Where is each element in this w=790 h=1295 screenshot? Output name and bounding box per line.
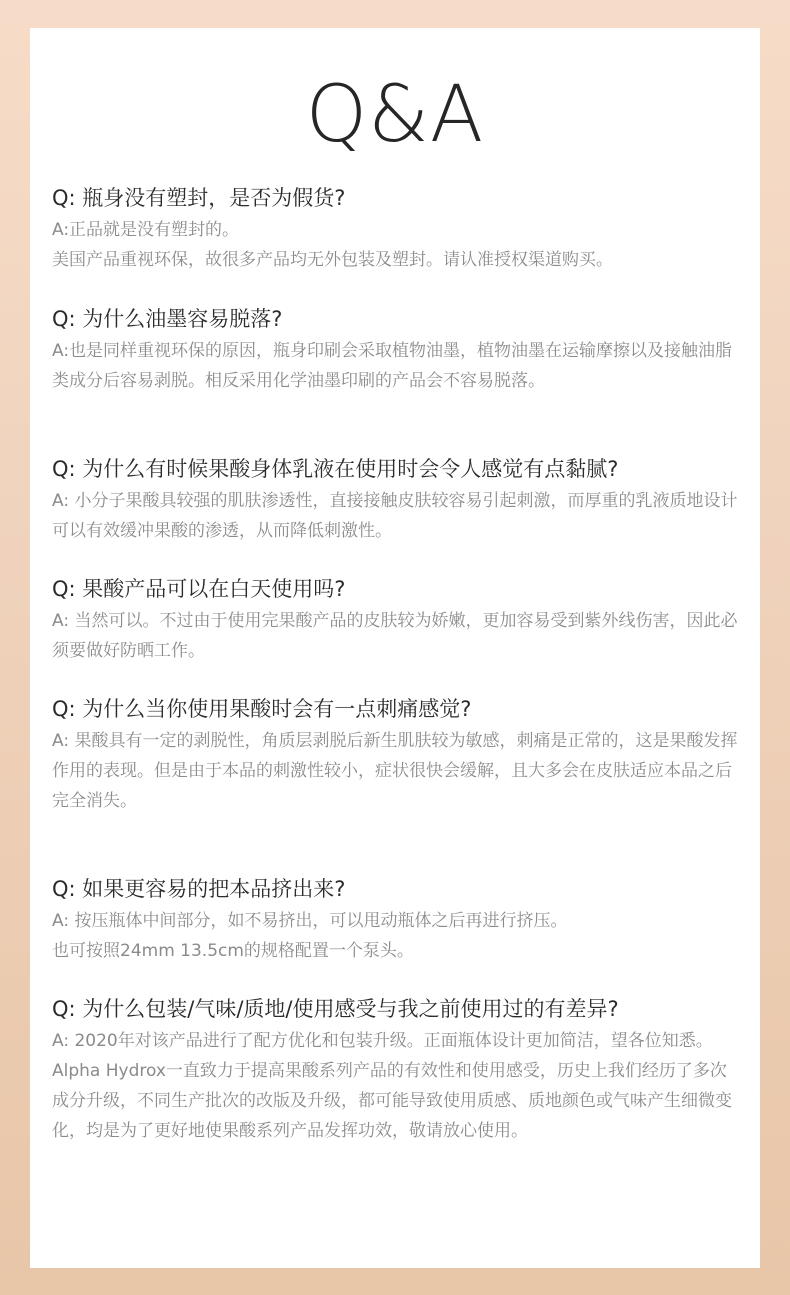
answer: 也可按照24mm 13.5cm的规格配置一个泵头。 [52, 941, 414, 961]
qa-item-1 [52, 183, 742, 275]
question: Q: 如果更容易的把本品挤出来? [52, 877, 346, 901]
qa-item-2 [52, 304, 742, 396]
answer: A:正品就是没有塑封的。 [52, 220, 240, 240]
qa-item-4 [52, 574, 742, 666]
answer: A: 2020年对该产品进行了配方优化和包装升级。正面瓶体设计更加简洁，望各位知悉。 [52, 1031, 713, 1051]
answer: 美国产品重视环保，故很多产品均无外包装及塑封。请认准授权渠道购买。 [52, 250, 613, 270]
qa-card [30, 28, 760, 1268]
question: Q: 为什么有时候果酸身体乳液在使用时会令人感觉有点黏腻? [52, 457, 619, 481]
question: Q: 为什么油墨容易脱落? [52, 307, 283, 331]
answer: A: 小分子果酸具较强的肌肤渗透性，直接接触皮肤较容易引起刺激，而厚重的乳液质地设计可以有效缓冲果酸的渗透，从而降低刺激性。 [52, 491, 738, 541]
qa-item-3 [52, 454, 742, 546]
answer: A: 按压瓶体中间部分，如不易挤出，可以甩动瓶体之后再进行挤压。 [52, 911, 568, 931]
page-title: Q&A [305, 70, 485, 160]
qa-item-5 [52, 694, 742, 816]
answer: A: 当然可以。不过由于使用完果酸产品的皮肤较为娇嫩，更加容易受到紫外线伤害，因此必须要做好防晒工作。 [52, 611, 738, 661]
answer: A:也是同样重视环保的原因，瓶身印刷会采取植物油墨，植物油墨在运输摩擦以及接触油脂类成分后容易剥脱。相反采用化学油墨印刷的产品会不容易脱落。 [52, 341, 733, 391]
question: Q: 果酸产品可以在白天使用吗? [52, 577, 346, 601]
question: Q: 为什么当你使用果酸时会有一点刺痛感觉? [52, 697, 472, 721]
answer: A: 果酸具有一定的剥脱性，角质层剥脱后新生肌肤较为敏感，刺痛是正常的，这是果酸发挥作用的表现。但是由于本品的刺激性较小，症状很快会缓解，且大多会在皮肤适应本品之后完全消失。 [52, 731, 738, 811]
qa-item-6 [52, 874, 742, 966]
question: Q: 为什么包装/气味/质地/使用感受与我之前使用过的有差异? [52, 997, 619, 1021]
qa-item-7 [52, 994, 742, 1146]
question: Q: 瓶身没有塑封，是否为假货? [52, 186, 346, 210]
answer: Alpha Hydrox一直致力于提高果酸系列产品的有效性和使用感受，历史上我们经历了多次成分升级，不同生产批次的改版及升级，都可能导致使用质感、质地颜色或气味产生细微变化，均是为了更好地使果酸系列产品发挥功效，敬请放心使用。 [52, 1061, 732, 1141]
